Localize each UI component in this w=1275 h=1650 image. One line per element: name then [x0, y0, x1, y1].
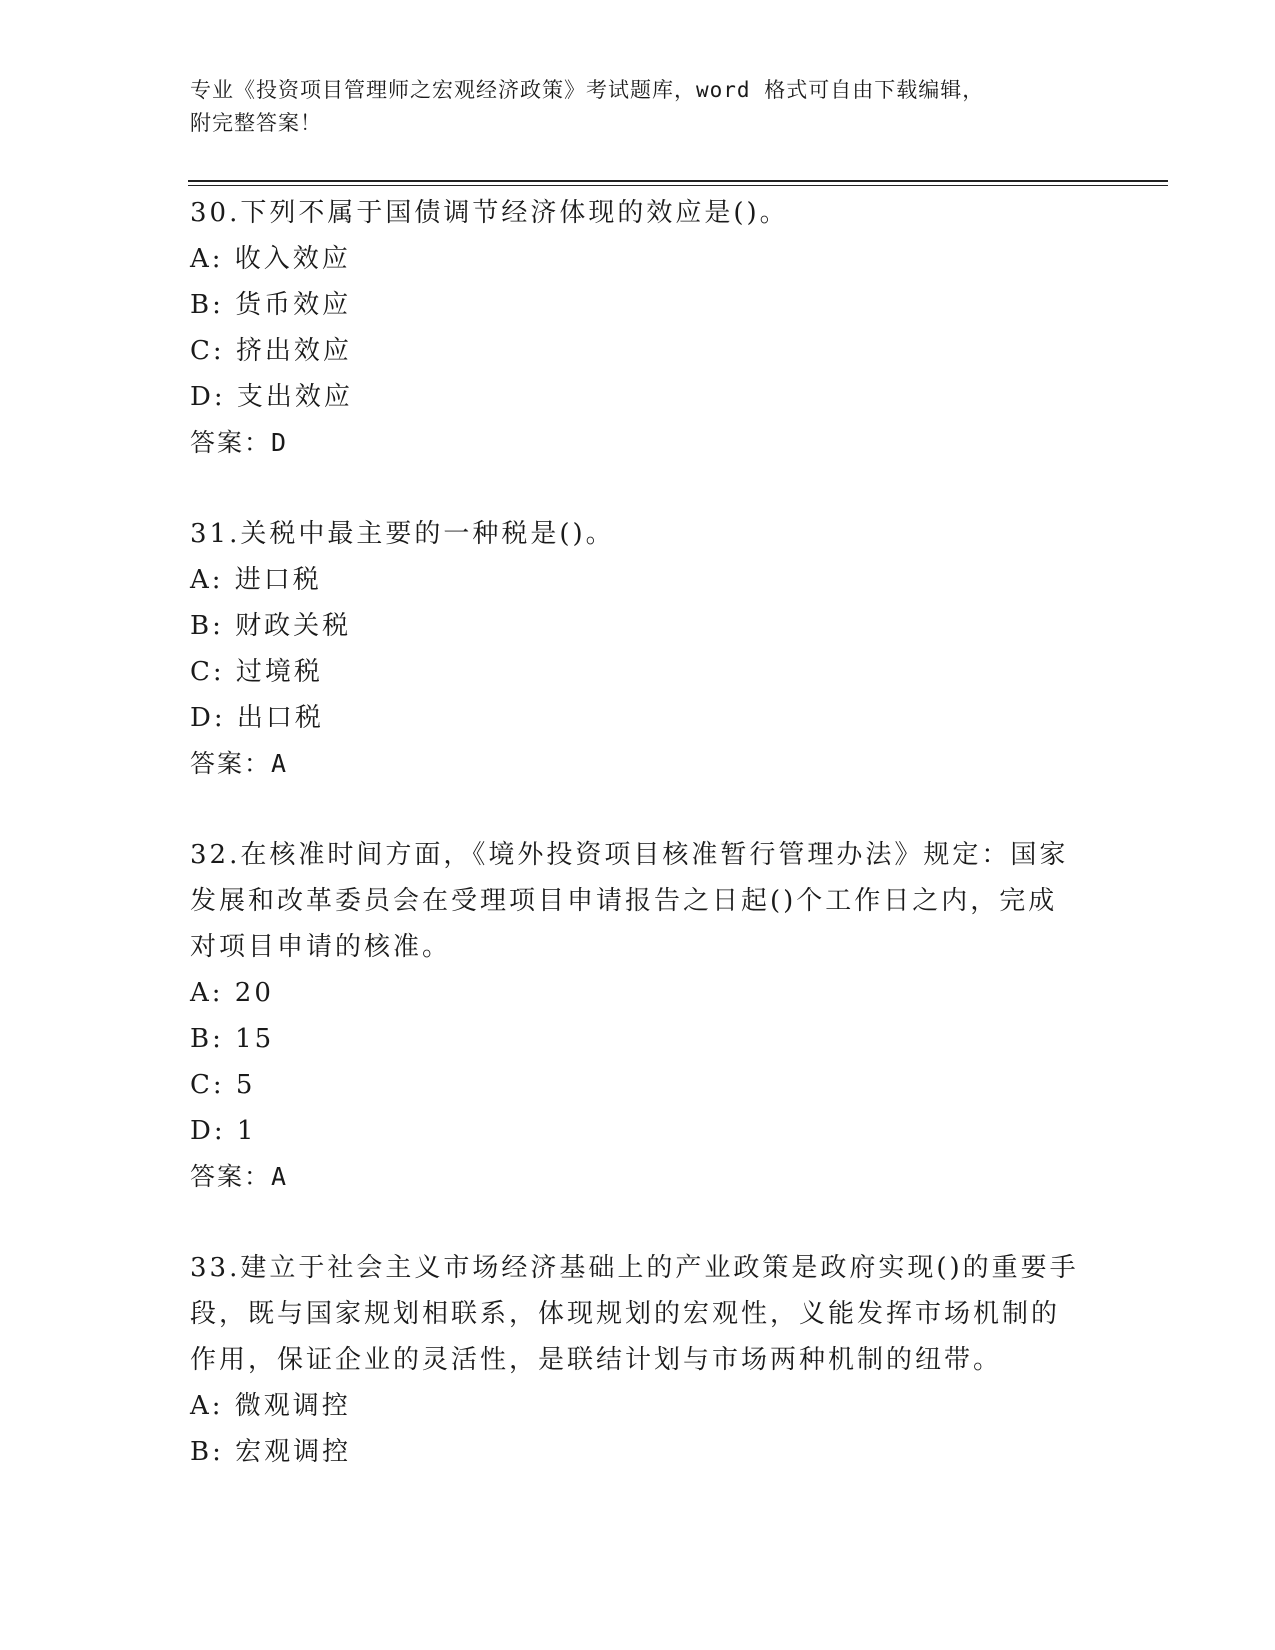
answer-option: C: 过境税	[190, 657, 323, 687]
question-block	[190, 832, 1090, 1200]
header-divider-thick	[188, 180, 1168, 182]
answer-option: B: 财政关税	[190, 611, 352, 641]
answer-option: B: 货币效应	[190, 290, 352, 320]
answer-option: D: 1	[190, 1116, 257, 1146]
answer-key: 答案：A	[190, 1162, 289, 1191]
question-stem-line: 32.在核准时间方面，《境外投资项目核准暂行管理办法》规定：国家	[190, 840, 1069, 870]
question-stem-line: 作用，保证企业的灵活性，是联结计划与市场两种机制的纽带。	[190, 1345, 1003, 1375]
header-line-1: 专业《投资项目管理师之宏观经济政策》考试题库，word 格式可自由下载编辑，	[190, 78, 985, 102]
answer-key: 答案：A	[190, 749, 289, 778]
answer-option: B: 宏观调控	[190, 1437, 352, 1467]
question-stem-line: 段，既与国家规划相联系，体现规划的宏观性，义能发挥市场机制的	[190, 1299, 1061, 1329]
question-stem-line: 对项目申请的核准。	[190, 932, 452, 962]
document-header	[190, 74, 1090, 140]
answer-option: A: 进口税	[190, 565, 322, 595]
question-stem-line: 30.下列不属于国债调节经济体现的效应是()。	[190, 198, 789, 228]
question-block	[190, 511, 1090, 787]
header-line-2: 附完整答案！	[190, 111, 322, 135]
answer-option: C: 5	[190, 1070, 256, 1100]
answer-key: 答案：D	[190, 428, 289, 457]
question-stem-line: 33.建立于社会主义市场经济基础上的产业政策是政府实现()的重要手	[190, 1253, 1079, 1283]
answer-option: C: 挤出效应	[190, 336, 352, 366]
answer-option: A: 微观调控	[190, 1391, 351, 1421]
question-block	[190, 190, 1090, 466]
question-stem-line: 发展和改革委员会在受理项目申请报告之日起()个工作日之内，完成	[190, 886, 1058, 916]
answer-option: D: 支出效应	[190, 382, 353, 412]
question-block	[190, 1245, 1090, 1475]
header-divider-thin	[188, 185, 1168, 186]
question-list	[190, 190, 1090, 1520]
answer-option: D: 出口税	[190, 703, 324, 733]
question-stem-line: 31.关税中最主要的一种税是()。	[190, 519, 615, 549]
answer-option: A: 收入效应	[190, 244, 351, 274]
answer-option: B: 15	[190, 1024, 275, 1054]
answer-option: A: 20	[190, 978, 274, 1008]
